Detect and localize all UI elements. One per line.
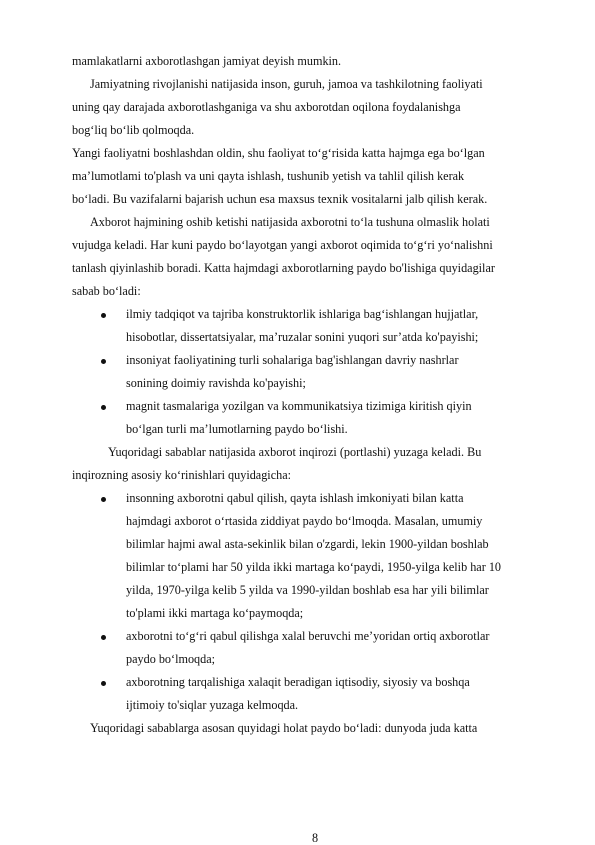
list-item-line: yilda, 1970-yilga kelib 5 yilda va 1990-yildan boshlab esa har yili bilimlar xyxy=(126,583,489,597)
text-line: mamlakatlarni axborotlashgan jamiyat deyish mumkin. xyxy=(72,54,342,68)
text-line: Yangi faoliyatni boshlashdan oldin, shu faoliyat to‘g‘risida katta hajmga ega bo‘lgan xyxy=(72,146,485,160)
paragraph-line: Jamiyatning rivojlanishi natijasida inson, guruh, jamoa va tashkilotning faoliyati xyxy=(90,77,483,91)
bullet-icon xyxy=(101,359,106,364)
list-item-line: sonining doimiy ravishda ko'payishi; xyxy=(126,376,306,390)
list-item-line: ijtimoiy to'siqlar yuzaga kelmoqda. xyxy=(126,698,299,712)
list-item-line: magnit tasmalariga yozilgan va kommunikatsiya tizimiga kiritish qiyin xyxy=(126,399,472,413)
text-line: bog‘liq bo‘lib qolmoqda. xyxy=(72,123,195,137)
text-line: ma’lumotlami to'plash va uni qayta ishlash, tushunib yetish va tahlil qilish kerak xyxy=(72,169,465,183)
text-line: bo‘ladi. Bu vazifalarni bajarish uchun esa maxsus texnik vositalarni jalb qilish kerak. xyxy=(72,192,488,206)
list-item-line: bo‘lgan turli ma’lumotlarning paydo bo‘lishi. xyxy=(126,422,348,436)
list-item-line: insonning axborotni qabul qilish, qayta ishlash imkoniyati bilan katta xyxy=(126,491,464,505)
list-item-line: axborotning tarqalishiga xalaqit beradigan iqtisodiy, siyosiy va boshqa xyxy=(126,675,470,689)
bullet-icon xyxy=(101,635,106,640)
bullet-icon xyxy=(101,405,106,410)
bullet-icon xyxy=(101,681,106,686)
text-line: inqirozning asosiy ko‘rinishlari quyidagicha: xyxy=(72,468,291,482)
text-line: sabab bo‘ladi: xyxy=(72,284,141,298)
paragraph-line: Axborot hajmining oshib ketishi natijasida axborotni to‘la tushuna olmaslik holati xyxy=(90,215,490,229)
paragraph-line: Yuqoridagi sabablar natijasida axborot inqirozi (portlashi) yuzaga keladi. Bu xyxy=(108,445,482,459)
paragraph-line: Yuqoridagi sabablarga asosan quyidagi holat paydo bo‘ladi: dunyoda juda katta xyxy=(90,721,478,735)
text-line: tanlash qiyinlashib boradi. Katta hajmdagi axborotlarning paydo bo'lishiga quyidagilar xyxy=(72,261,495,275)
text-line: vujudga keladi. Har kuni paydo bo‘layotgan yangi axborot oqimida to‘g‘ri yo‘nalishni xyxy=(72,238,493,252)
list-item-line: insoniyat faoliyatining turli sohalariga bag'ishlangan davriy nashrlar xyxy=(126,353,459,367)
bullet-icon xyxy=(101,497,106,502)
bullet-icon xyxy=(101,313,106,318)
list-item-line: bilimlar hajmi awal asta-sekinlik bilan o'zgardi, lekin 1900-yildan boshlab xyxy=(126,537,489,551)
list-item-line: ilmiy tadqiqot va tajriba konstruktorlik ishlariga bag‘ishlangan hujjatlar, xyxy=(126,307,479,321)
list-item-line: bilimlar to‘plami har 50 yilda ikki martaga ko‘paydi, 1950-yilga kelib har 10 xyxy=(126,560,502,574)
list-item-line: hisobotlar, dissertatsiyalar, ma’ruzalar sonini yuqori sur’atda ko'payishi; xyxy=(126,330,479,344)
page-number: 8 xyxy=(311,831,319,845)
list-item-line: axborotni to‘g‘ri qabul qilishga xalal beruvchi me’yoridan ortiq axborotlar xyxy=(126,629,490,643)
list-item-line: hajmdagi axborot o‘rtasida ziddiyat paydo bo‘lmoqda. Masalan, umumiy xyxy=(126,514,483,528)
text-line: uning qay darajada axborotlashganiga va shu axborotdan oqilona foydalanishga xyxy=(72,100,461,114)
list-item-line: paydo bo‘lmoqda; xyxy=(126,652,216,666)
list-item-line: to'plami ikki martaga ko‘paymoqda; xyxy=(126,606,304,620)
